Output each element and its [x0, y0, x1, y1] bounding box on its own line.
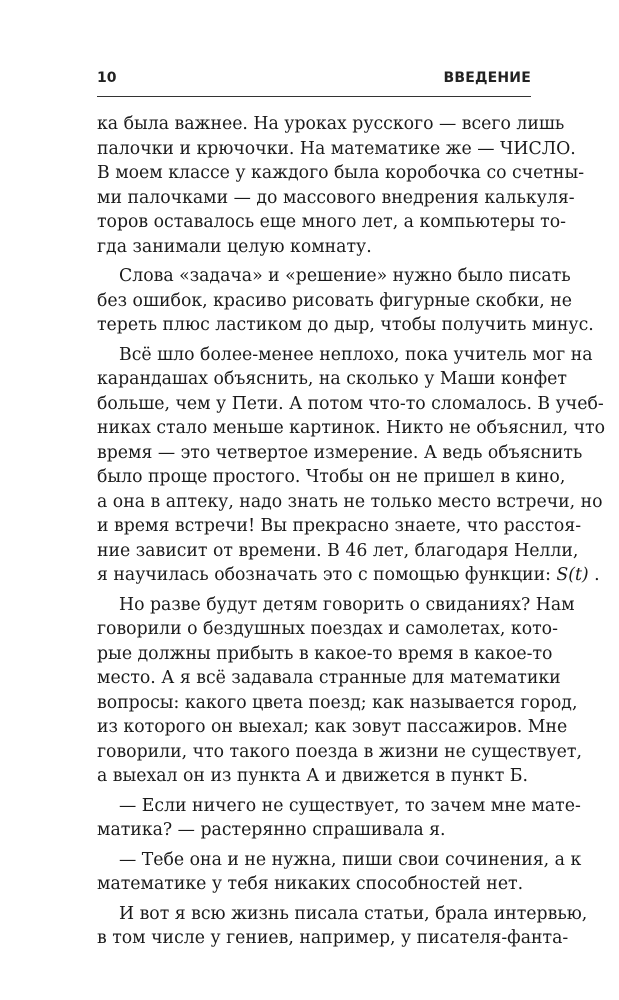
- text-line-with-formula: [97, 563, 600, 588]
- text-line: тереть плюс ластиком до дыр, чтобы получить минус.: [97, 315, 594, 335]
- text-line: больше, чем у Пети. А потом что-то сломалось. В учеб-: [97, 393, 604, 414]
- text-line: никах стало меньше картинок. Никто не объяснил, что: [97, 418, 605, 438]
- text-line: говорили, что такого поезда в жизни не существует,: [97, 741, 582, 762]
- text-line: матика? — растерянно спрашивала я.: [97, 820, 446, 840]
- text-line: ми палочками — до массового внедрения калькуля-: [97, 187, 575, 208]
- text-line: карандашах объяснить, на сколько у Маши конфет: [97, 369, 567, 389]
- section-title: ВВЕДЕНИЕ: [443, 70, 531, 86]
- body-text: [97, 112, 605, 951]
- text-line: вопросы: какого цвета поезд; как называется город,: [97, 692, 578, 713]
- running-head: [97, 70, 531, 92]
- text-line: место. А я всё задавала странные для математики: [97, 668, 561, 688]
- text-line: говорили о бездушных поездах и самолетах, кото-: [97, 619, 558, 639]
- text-line: из которого он выехал; как зовут пассажиров. Мне: [97, 717, 568, 737]
- text-line: — Тебе она и не нужна, пиши свои сочинения, а к: [119, 849, 582, 870]
- text-line: рые должны прибыть в какое-то время в какое-то: [97, 643, 553, 664]
- page-number: 10: [97, 70, 117, 86]
- paragraph-6: [97, 848, 582, 897]
- line-text: .: [588, 565, 600, 585]
- paragraph-2: [97, 264, 594, 338]
- text-line: Слова «задача» и «решение» нужно было писать: [119, 266, 571, 286]
- text-line: ние зависит от времени. В 46 лет, благодаря Нелли,: [97, 540, 579, 561]
- text-line: и время встречи! Вы прекрасно знаете, что расстоя-: [97, 516, 582, 536]
- text-line: ка была важнее. На уроках русского — всего лишь: [97, 114, 565, 134]
- text-line: Но разве будут детям говорить о свиданиях? Нам: [119, 594, 575, 615]
- paragraph-5: [97, 794, 581, 843]
- paragraph-1: [97, 112, 585, 259]
- paragraph-7: [97, 902, 588, 951]
- text-line: а выехал он из пункта А и движется в пункт Б.: [97, 766, 528, 786]
- text-line: В моем классе у каждого была коробочка со счетны-: [97, 163, 585, 183]
- text-line: математике у тебя никаких способностей нет.: [97, 874, 524, 894]
- text-line: палочки и крючочки. На математике же — ЧИСЛО.: [97, 138, 576, 159]
- text-line: было проще простого. Чтобы он не пришел в кино,: [97, 467, 566, 487]
- text-line: а она в аптеку, надо знать не только место встречи, но: [97, 491, 603, 512]
- text-line: — Если ничего не существует, то зачем мне мате-: [119, 795, 581, 816]
- text-line: без ошибок, красиво рисовать фигурные скобки, не: [97, 290, 572, 311]
- text-line: Всё шло более-менее неплохо, пока учитель мог на: [119, 344, 593, 365]
- line-text: я научилась обозначать это с помощью функции:: [97, 565, 557, 585]
- text-line: торов оставалось еще много лет, а компьютеры то-: [97, 212, 566, 232]
- header-rule: [97, 96, 531, 97]
- text-line: время — это четвертое измерение. А ведь объяснить: [97, 442, 583, 463]
- text-line: гда занимали целую комнату.: [97, 236, 372, 257]
- paragraph-3: [97, 343, 605, 588]
- formula: S(t): [556, 565, 589, 585]
- paragraph-4: [97, 593, 582, 789]
- text-line: в том числе у гениев, например, у писателя-фанта-: [97, 928, 569, 948]
- text-line: И вот я всю жизнь писала статьи, брала интервью,: [119, 903, 588, 924]
